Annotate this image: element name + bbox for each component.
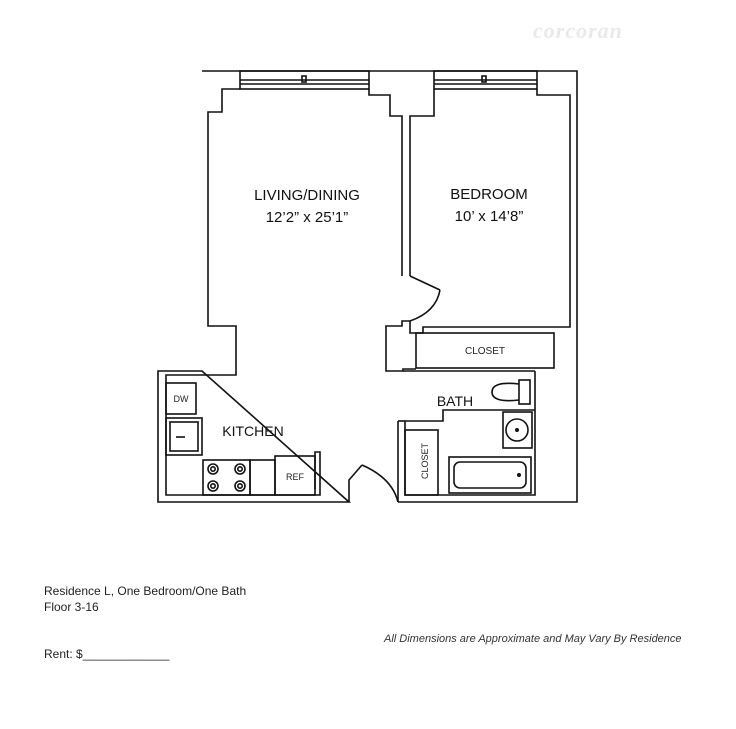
floor-range: Floor 3-16	[44, 600, 99, 614]
bedroom-door	[410, 276, 440, 321]
kitchen-name: KITCHEN	[222, 423, 284, 439]
dishwasher-label: DW	[173, 394, 189, 404]
toilet	[492, 380, 530, 404]
bath-closet-label: CLOSET	[420, 442, 430, 480]
bathtub	[449, 457, 531, 493]
bedroom-closet-label: CLOSET	[464, 346, 506, 357]
living-room-name: LIVING/DINING	[254, 187, 360, 204]
living-room-dims: 12’2” x 25’1”	[265, 209, 349, 226]
center-partition	[369, 89, 434, 276]
stove	[203, 460, 250, 495]
exterior-wall-outer	[158, 71, 577, 502]
bath-sink	[503, 412, 532, 448]
brand-watermark: corcoran	[533, 18, 623, 43]
residence-description: Residence L, One Bedroom/One Bath	[44, 584, 247, 598]
bedroom-dims: 10’ x 14’8”	[454, 208, 524, 225]
rent-line: Rent: $_____________	[44, 647, 170, 661]
kitchen-counter	[250, 460, 275, 495]
bedroom-name: BEDROOM	[450, 186, 528, 203]
bath-name: BATH	[436, 393, 474, 409]
entry-door	[349, 465, 398, 502]
refrigerator-label: REF	[286, 472, 304, 482]
bedroom-wall-inner	[386, 89, 570, 371]
dimensions-disclaimer: All Dimensions are Approximate and May Vary By Residence	[384, 633, 682, 645]
kitchen-sink	[166, 418, 202, 455]
